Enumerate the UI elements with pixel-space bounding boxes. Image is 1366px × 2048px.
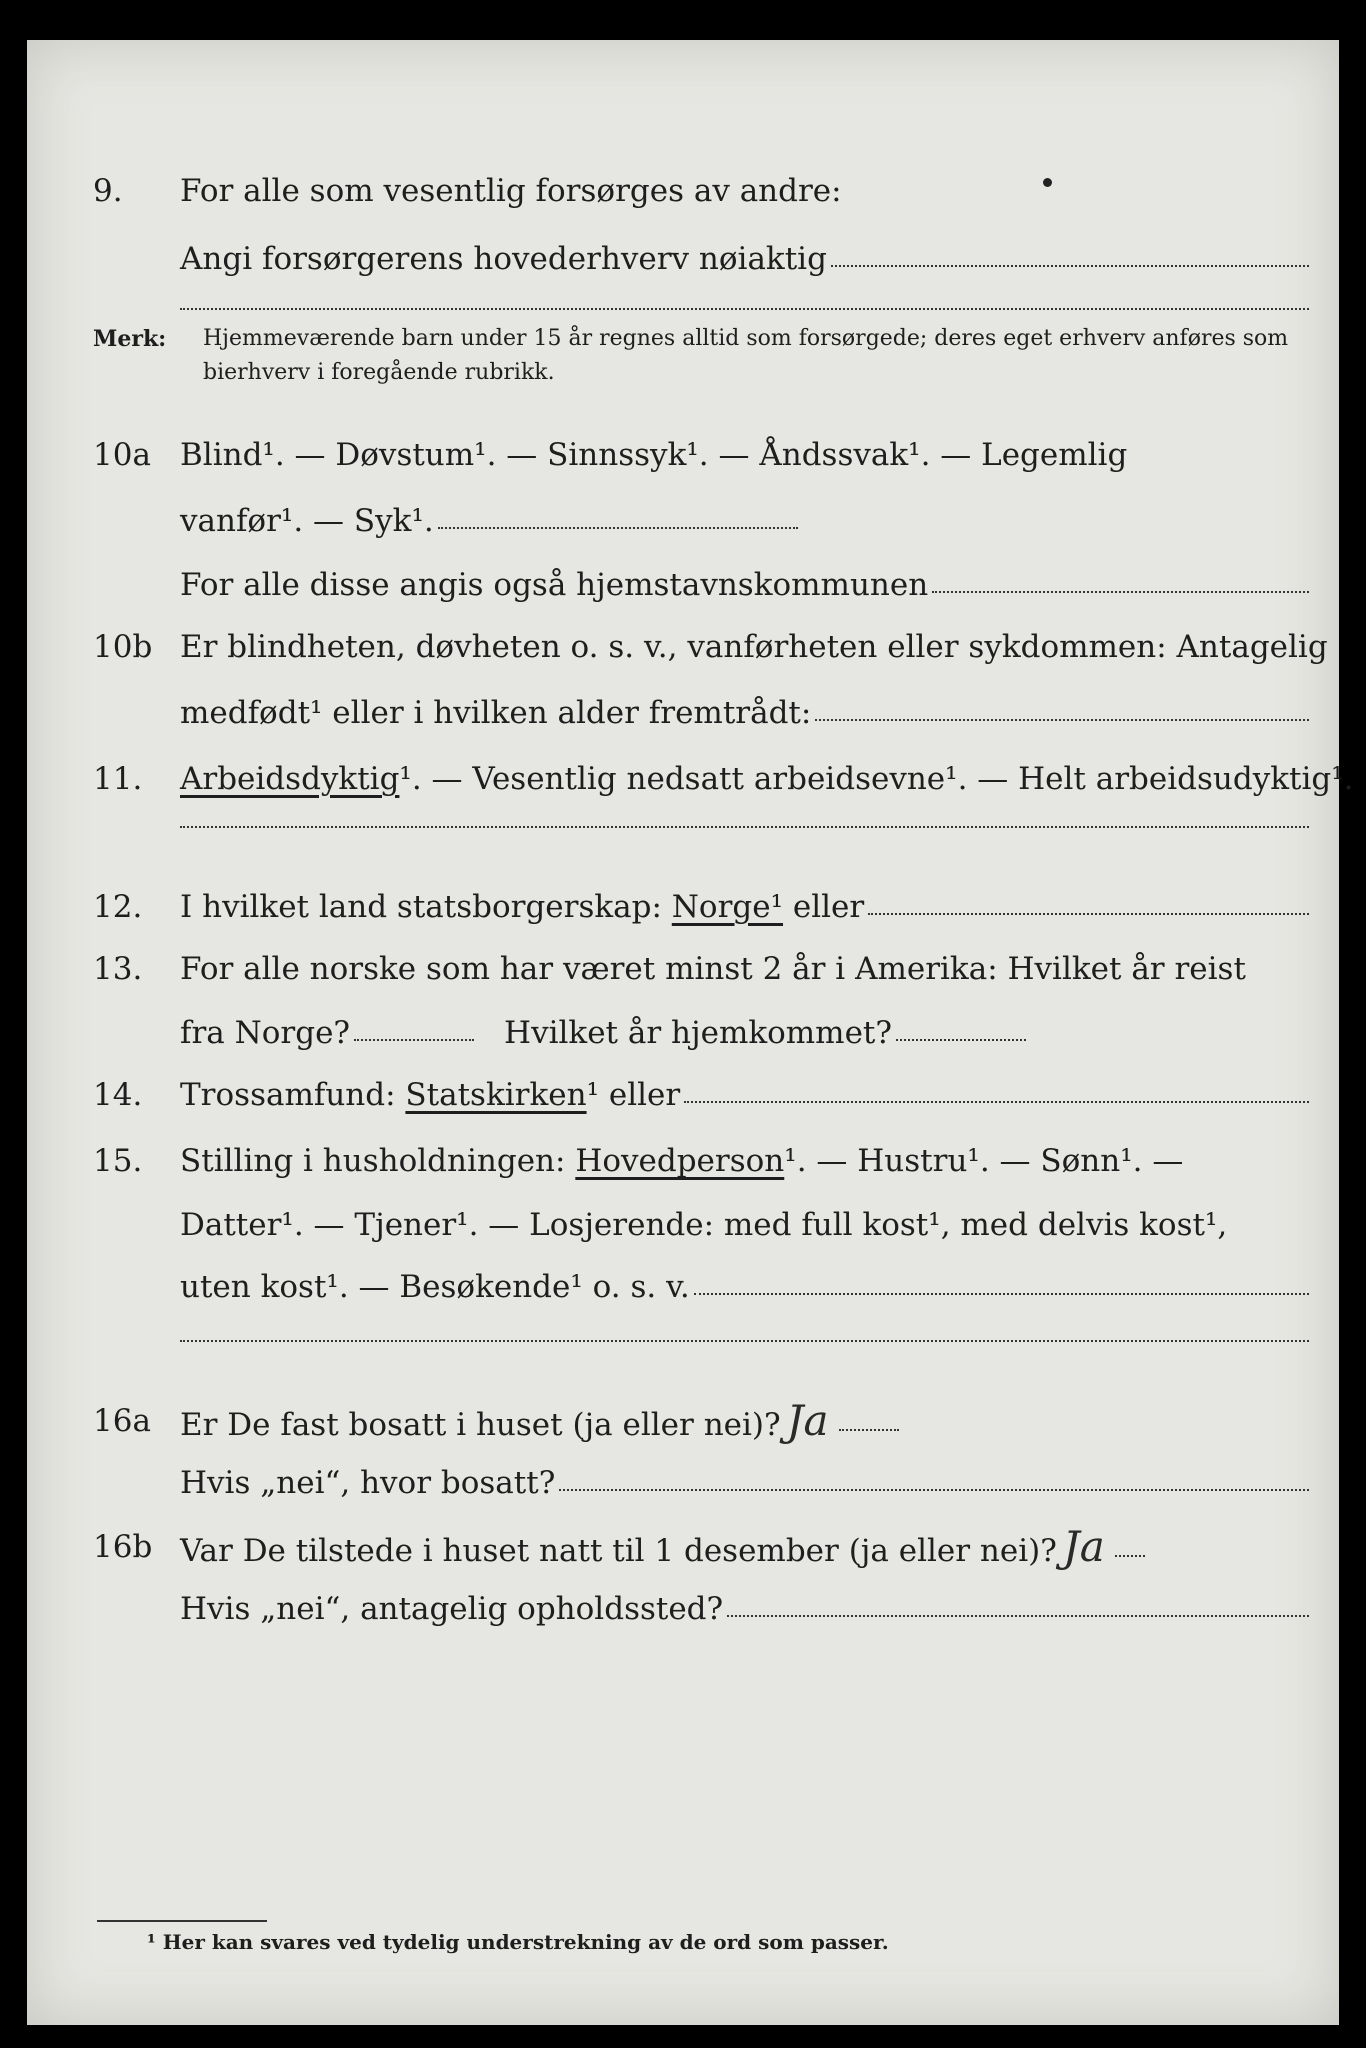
q9-answer-line[interactable]	[831, 265, 1309, 267]
q10a-options: Blind¹. — Døvstum¹. — Sinnssyk¹. — Åndssvak¹. — Legemlig	[180, 437, 1128, 473]
q13-prompt-left: fra Norge?	[180, 1015, 351, 1051]
q12-answer-line[interactable]	[868, 913, 1309, 915]
q10b-answer-line[interactable]	[815, 719, 1309, 721]
q13-row-1	[27, 946, 1339, 992]
q10a-hometown-line[interactable]	[932, 591, 1309, 593]
q10a-row-2	[27, 498, 1339, 544]
q16b-row-1	[27, 1524, 1339, 1570]
q10b-text: Er blindheten, døvheten o. s. v., vanførheten eller sykdommen: Antagelig	[180, 629, 1328, 665]
q10a-row-3	[27, 562, 1339, 608]
q16a-number: 16a	[93, 1403, 151, 1439]
q11-option-arbeidsdyktig[interactable]: Arbeidsdyktig	[180, 761, 400, 797]
q9-number: 9.	[93, 173, 123, 209]
q16a-prompt: Er De fast bosatt i huset (ja eller nei)?	[180, 1407, 781, 1443]
merk-note	[93, 322, 1313, 394]
q16b-location-line[interactable]	[727, 1615, 1309, 1617]
q14-option-statskirken[interactable]: Statskirken	[405, 1077, 587, 1113]
q12-prompt: I hvilket land statsborgerskap:	[180, 889, 672, 925]
q14-row	[27, 1072, 1339, 1118]
q10a-number: 10a	[93, 437, 151, 473]
q16b-answer-line[interactable]	[1115, 1555, 1145, 1557]
q15-options-2: Datter¹. — Tjener¹. — Losjerende: med full kost¹, med delvis kost¹,	[180, 1207, 1228, 1243]
q15-row-2	[27, 1202, 1339, 1248]
q10a-options-2: vanfør¹. — Syk¹.	[180, 503, 434, 539]
q15-answer-line-2[interactable]	[180, 1340, 1309, 1342]
q9-row-1	[27, 168, 1339, 214]
q10a-answer-line[interactable]	[438, 527, 798, 529]
q15-answer-line[interactable]	[694, 1293, 1309, 1295]
q15-option-hovedperson[interactable]: Hovedperson	[575, 1143, 785, 1179]
q10b-number: 10b	[93, 629, 153, 665]
q15-row-3	[27, 1264, 1339, 1310]
q16a-row-1	[27, 1398, 1339, 1444]
q13-number: 13.	[93, 951, 143, 987]
footnote: ¹ Her kan svares ved tydelig understrekning av de ord som passer.	[147, 1930, 889, 1954]
q16a-answer-line[interactable]	[839, 1429, 899, 1431]
q16b-row-2	[27, 1586, 1339, 1632]
q14-eller: ¹ eller	[586, 1077, 681, 1113]
q12-row	[27, 884, 1339, 930]
q9-row-2	[27, 236, 1339, 282]
merk-text: Hjemmeværende barn under 15 år regnes alltid som forsørgede; deres eget erhverv anføres som bierhverv i foregående rubrikk.	[203, 326, 1289, 385]
q13-text: For alle norske som har været minst 2 år i Amerika: Hvilket år reist	[180, 951, 1246, 987]
q14-answer-line[interactable]	[684, 1101, 1309, 1103]
q16a-residence-line[interactable]	[559, 1489, 1309, 1491]
census-form-page	[27, 40, 1354, 2025]
q10a-row-1	[27, 432, 1339, 478]
q12-eller: eller	[783, 889, 865, 925]
q9-text: For alle som vesentlig forsørges av andre:	[180, 173, 842, 209]
q11-options-rest: ¹. — Vesentlig nedsatt arbeidsevne¹. — Helt arbeidsudyktig¹.	[399, 761, 1354, 797]
footnote-rule	[97, 1920, 267, 1922]
q10b-row-1	[27, 624, 1339, 670]
q15-options-3: uten kost¹. — Besøkende¹ o. s. v.	[180, 1269, 690, 1305]
q15-number: 15.	[93, 1143, 143, 1179]
q15-options-1: ¹. — Hustru¹. — Sønn¹. —	[784, 1143, 1184, 1179]
q11-answer-line[interactable]	[180, 826, 1309, 828]
q12-number: 12.	[93, 889, 143, 925]
q16b-handwritten-answer[interactable]: Ja	[1062, 1522, 1105, 1571]
q15-prompt: Stilling i husholdningen:	[180, 1143, 576, 1179]
q10a-prompt: For alle disse angis også hjemstavnskommunen	[180, 567, 929, 603]
q13-row-2	[27, 1010, 1339, 1056]
q10b-row-2	[27, 690, 1339, 736]
q12-option-norge[interactable]: Norge¹	[671, 889, 784, 925]
q16a-prompt-2: Hvis „nei“, hvor bosatt?	[180, 1465, 556, 1501]
q10b-prompt: medfødt¹ eller i hvilken alder fremtrådt:	[180, 695, 812, 731]
q16b-number: 16b	[93, 1529, 153, 1565]
q14-number: 14.	[93, 1077, 143, 1113]
q16a-handwritten-answer[interactable]: Ja	[786, 1396, 829, 1445]
merk-label: Merk:	[93, 326, 167, 352]
q16b-prompt: Var De tilstede i huset natt til 1 desember (ja eller nei)?	[180, 1533, 1057, 1569]
q9-prompt: Angi forsørgerens hovederhverv nøiaktig	[180, 241, 827, 277]
q11-row	[27, 756, 1354, 802]
q13-prompt-return: Hvilket år hjemkommet?	[504, 1015, 893, 1051]
q9-answer-line-2[interactable]	[180, 308, 1309, 310]
q13-year-left-line[interactable]	[354, 1039, 474, 1041]
q13-year-return-line[interactable]	[896, 1039, 1026, 1041]
q11-number: 11.	[93, 761, 143, 797]
q15-row-1	[27, 1138, 1339, 1184]
q14-prompt: Trossamfund:	[180, 1077, 406, 1113]
q16b-prompt-2: Hvis „nei“, antagelig opholdssted?	[180, 1591, 724, 1627]
q16a-row-2	[27, 1460, 1339, 1506]
